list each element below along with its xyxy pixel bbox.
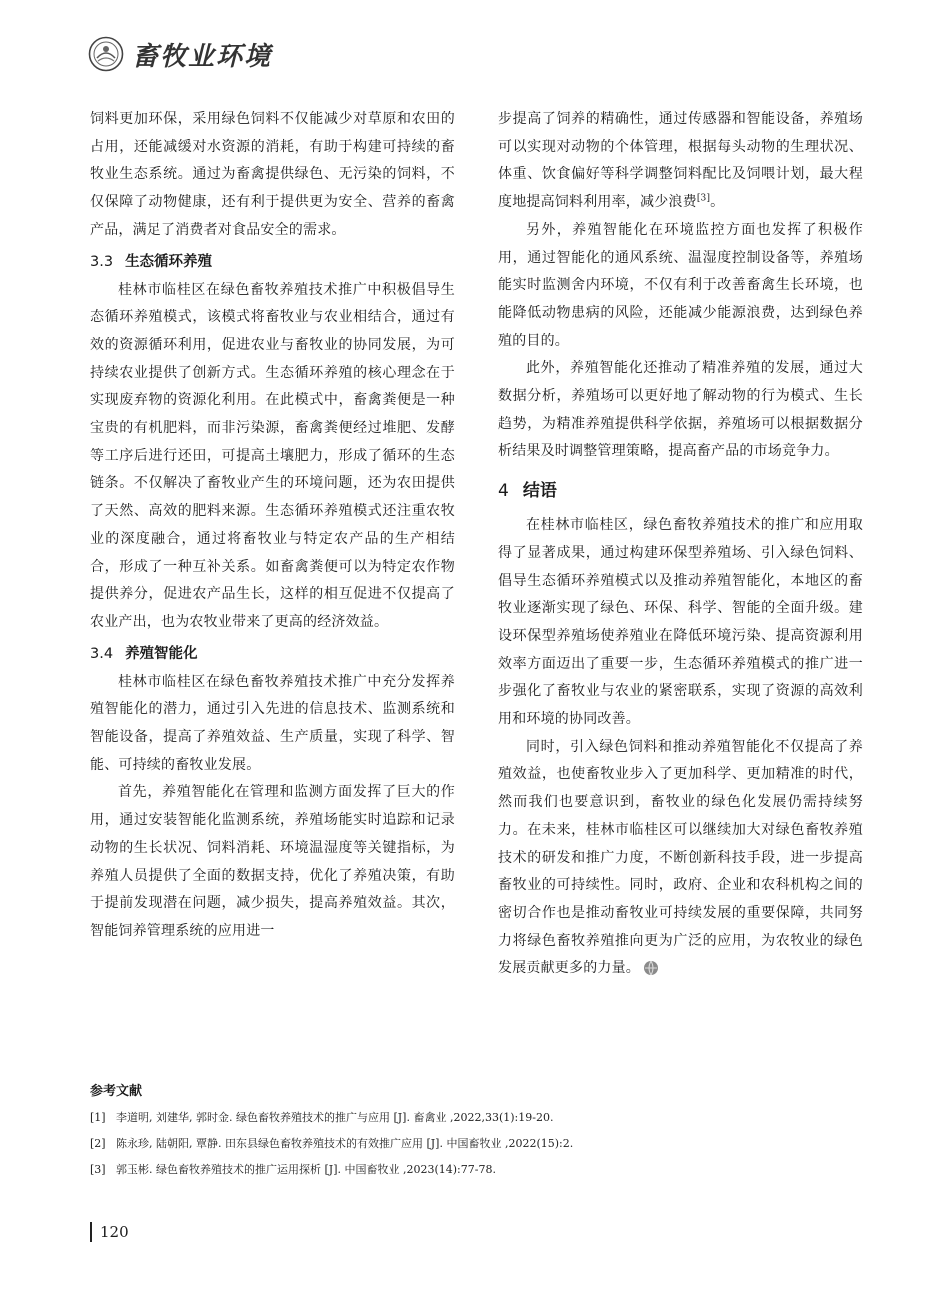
paragraph-continued — [498, 106, 863, 217]
section-heading-4 — [498, 476, 863, 506]
page-number: 120 — [100, 1223, 129, 1241]
paragraph: 桂林市临桂区在绿色畜牧养殖技术推广中充分发挥养殖智能化的潜力，通过引入先进的信息技术、监测系统和智能设备，提高了养殖效益、生产质量，实现了科学、智能、可持续的畜牧业发展。 — [90, 673, 455, 773]
paragraph: 在桂林市临桂区，绿色畜牧养殖技术的推广和应用取得了显著成果，通过构建环保型养殖场、引入绿色饲料、倡导生态循环养殖模式以及推动养殖智能化，本地区的畜牧业逐渐实现了绿色、环保、科学、智能的全面升级。建设环保型养殖场使养殖业在降低环境污染、提高资源利用效率方面迈出了重要一步，生态循环养殖模式的推广进一步强化了畜牧业与农业的紧密联系，实现了资源的高效利用和环境的协同改善。 — [498, 517, 863, 728]
paragraph-text: 同时，引入绿色饲料和推动养殖智能化不仅提高了养殖效益，也使畜牧业步入了更加科学、更加精准的时代，然而我们也要意识到，畜牧业的绿色化发展仍需持续努力。在未来，桂林市临桂区可以继续加大对绿色畜牧养殖技术的研发和推广力度，不断创新科技手段，进一步提高畜牧业的可持续性。同时，政府、企业和农科机构之间的密切合作也是推动畜牧业可持续发展的重要保障，共同努力将绿色畜牧养殖推向更为广泛的应用，为农牧业的绿色发展贡献更多的力量。 — [498, 738, 863, 977]
reference-item — [90, 1105, 870, 1131]
paragraph: 桂林市临桂区在绿色畜牧养殖技术推广中积极倡导生态循环养殖模式，该模式将畜牧业与农业相结合，通过有效的资源循环利用，促进农业与畜牧业的协同发展，为可持续农业提供了创新方式。生态循环养殖的核心理念在于实现废弃物的资源化利用。在此模式中，畜禽粪便是一种宝贵的有机肥料，而非污染源，畜禽粪便经过堆肥、发酵等工序后进行还田，可提高土壤肥力，形成了循环的生态链条。不仅解决了畜牧业产生的环境问题，还为农田提供了天然、高效的肥料来源。生态循环养殖模式还注重农牧业的深度融合，通过将畜牧业与特定农产品的生产相结合，形成了一种互补关系。如畜禽粪便可以为特定农作物提供养分，促进农产品生长，这样的相互促进不仅提高了农业产出，也为农牧业带来了更高的经济效益。 — [90, 281, 455, 630]
paragraph-end-punct: 。 — [710, 194, 725, 211]
reference-index: [3] — [90, 1163, 106, 1176]
page-footer — [90, 1222, 129, 1242]
journal-title: 畜牧业环境 — [132, 41, 273, 72]
paragraph-text: 步提高了饲养的精确性，通过传感器和智能设备，养殖场可以实现对动物的个体管理，根据每头动物的生理状况、体重、饮食偏好等科学调整饲料配比及饲喂计划，最大程度地提高饲料利用率，减少浪费 — [498, 111, 863, 211]
right-column — [498, 106, 863, 983]
paragraph: 另外，养殖智能化在环境监控方面也发挥了积极作用，通过智能化的通风系统、温湿度控制设备等，养殖场能实时监测舍内环境，不仅有利于改善畜禽生长环境，也能降低动物患病的风险，还能减少能源浪费，达到绿色养殖的目的。 — [498, 221, 863, 349]
reference-text: 陈永珍, 陆朝阳, 覃静. 田东县绿色畜牧养殖技术的有效推广应用 [J]. 中国畜牧业 ,2022(15):2. — [116, 1137, 574, 1150]
section-number: 4 — [498, 481, 509, 502]
section-heading-3-4 — [90, 639, 455, 669]
section-number: 3.3 — [90, 253, 114, 270]
reference-item — [90, 1131, 870, 1157]
footer-divider — [90, 1222, 92, 1242]
citation-mark[interactable]: [3] — [696, 193, 711, 204]
reference-index: [2] — [90, 1137, 106, 1150]
section-number: 3.4 — [90, 645, 114, 662]
section-heading-3-3 — [90, 247, 455, 277]
section-title: 养殖智能化 — [125, 645, 198, 662]
left-column — [90, 106, 455, 946]
paragraph: 首先，养殖智能化在管理和监测方面发挥了巨大的作用，通过安装智能化监测系统，养殖场能实时追踪和记录动物的生长状况、饲料消耗、环境温湿度等关键指标，为养殖人员提供了全面的数据支持，优化了养殖决策，有助于提前发现潜在问题，减少损失，提高养殖效益。其次，智能饲养管理系统的应用进一 — [90, 784, 455, 939]
journal-emblem-icon — [88, 36, 124, 72]
section-title: 结语 — [522, 481, 557, 502]
reference-text: 李道明, 刘建华, 郭时金. 绿色畜牧养殖技术的推广与应用 [J]. 畜禽业 ,2022,33(1):19-20. — [116, 1111, 554, 1124]
references — [90, 1080, 870, 1183]
paragraph: 此外，养殖智能化还推动了精准养殖的发展，通过大数据分析，养殖场可以更好地了解动物的行为模式、生长趋势，为精准养殖提供科学依据，养殖场可以根据数据分析结果及时调整管理策略，提高畜产品的市场竞争力。 — [498, 360, 863, 460]
reference-item — [90, 1157, 870, 1183]
reference-text: 郭玉彬. 绿色畜牧养殖技术的推广运用探析 [J]. 中国畜牧业 ,2023(14):77-78. — [116, 1163, 496, 1176]
section-title: 生态循环养殖 — [125, 253, 213, 270]
references-title: 参考文献 — [90, 1084, 143, 1099]
globe-end-mark-icon — [643, 960, 659, 976]
paragraph-final — [498, 734, 863, 983]
paragraph-continued: 饲料更加环保，采用绿色饲料不仅能减少对草原和农田的占用，还能减缓对水资源的消耗，有助于构建可持续的畜牧业生态系统。通过为畜禽提供绿色、无污染的饲料，不仅保障了动物健康，还有利于提供更为安全、营养的畜禽产品，满足了消费者对食品安全的需求。 — [90, 111, 455, 238]
journal-header — [88, 34, 272, 74]
reference-index: [1] — [90, 1111, 106, 1124]
